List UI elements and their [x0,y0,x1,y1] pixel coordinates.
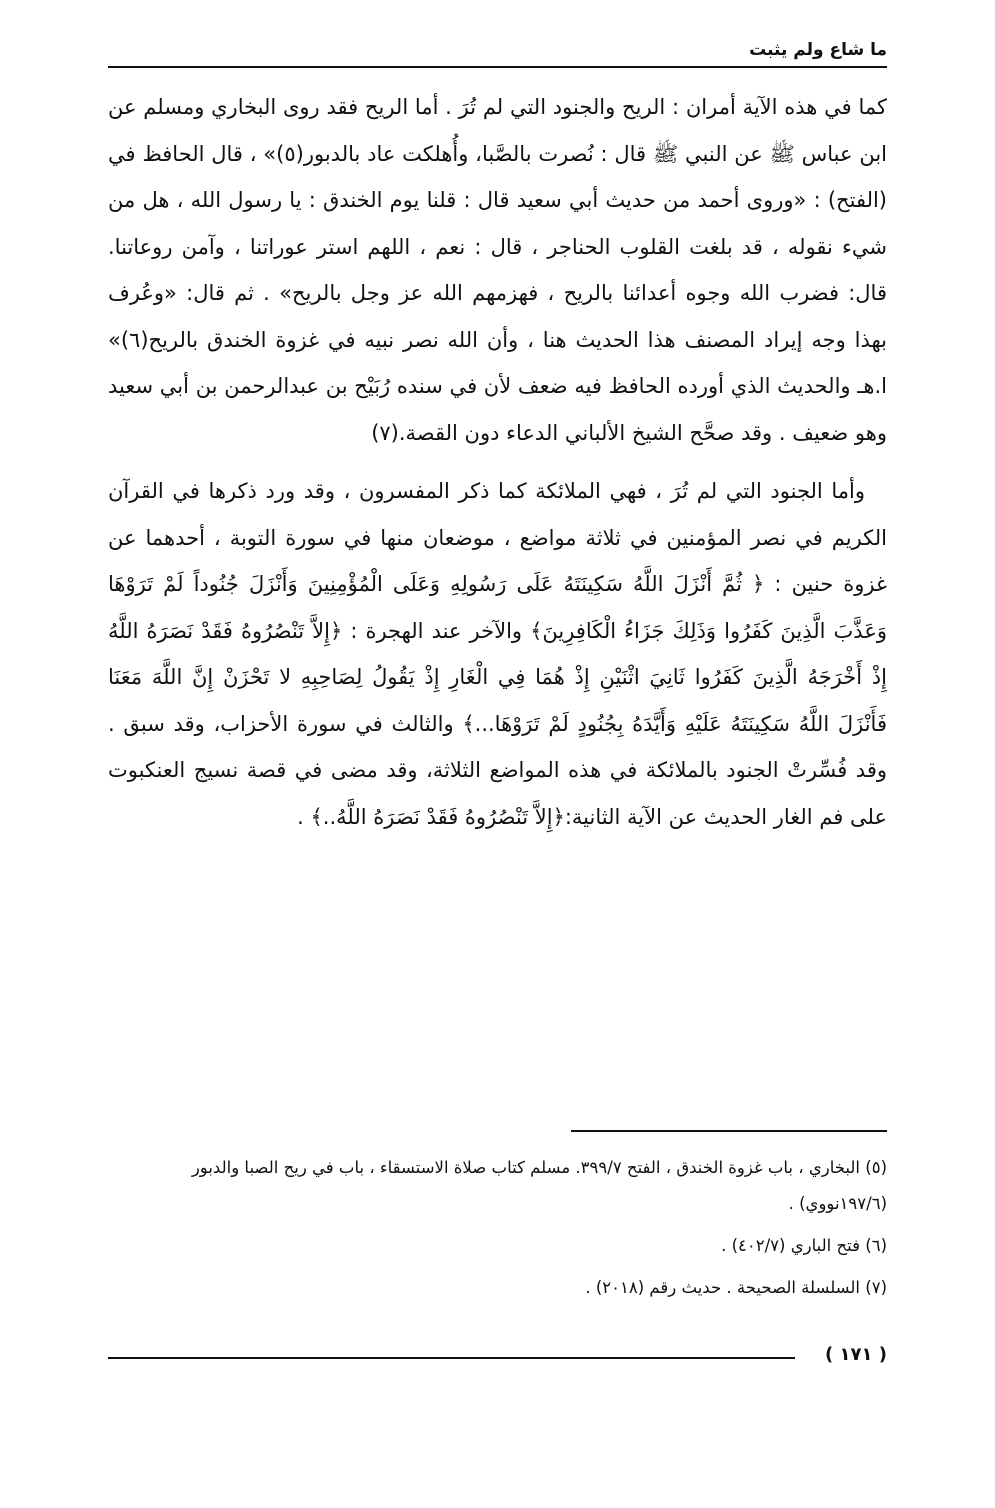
footnote-rule [571,1130,887,1132]
footnote: (٦) فتح الباري (٤٠٢/٧) . [721,1236,887,1255]
footnotes [108,1150,887,1306]
paragraph: كما في هذه الآية أمران : الريح والجنود التي لم تُرَ . أما الريح فقد روى البخاري ومسلم عن ابن عباس ﷺ عن النبي ﷺ قال : نُصرت بالصَّبا، وأُهلكت عاد بالدبور(٥)» ، قال الحافظ في (الفتح) : «وروى أحمد من حديث أبي سعيد قال : قلنا يوم الخندق : يا رسول الله ، هل من شيء نقوله ، قد بلغت القلوب الحناجر ، قال : نعم ، اللهم استر عوراتنا ، وآمن روعاتنا. قال: فضرب الله وجوه أعدائنا بالريح ، فهزمهم الله عز وجل بالريح» . ثم قال: «وعُرف بهذا وجه إيراد المصنف هذا الحديث هنا ، وأن الله نصر نبيه في غزوة الخندق بالريح(٦)» ا.هـ والحديث الذي أورده الحافظ فيه ضعف لأن في سنده رُبَيْح بن عبدالرحمن بن أبي سعيد وهو ضعيف . وقد صحَّح الشيخ الألباني الدعاء دون القصة.(٧) [108,95,888,445]
running-head: ما شاع ولم يثبت [749,40,887,60]
body-text [108,84,887,840]
footer-rule [108,1357,795,1359]
header-rule [108,66,887,68]
page-number: ( ١٧١ ) [825,1344,887,1365]
footnote: (٧) السلسلة الصحيحة . حديث رقم (٢٠١٨) . [585,1278,887,1297]
paragraph: وأما الجنود التي لم تُرَ ، فهي الملائكة كما ذكر المفسرون ، وقد ورد ذكرها في القرآن الكريم في نصر المؤمنين في ثلاثة مواضع ، موضعان منها في سورة التوبة ، أحدهما عن غزوة حنين : ﴿ ثُمَّ أَنْزَلَ اللَّهُ سَكِينَتَهُ عَلَى رَسُولِهِ وَعَلَى الْمُؤْمِنِينَ وَأَنْزَلَ جُنُوداً لَمْ تَرَوْهَا وَعَذَّبَ الَّذِينَ كَفَرُوا وَذَلِكَ جَزَاءُ الْكَافِرِينَ﴾ والآخر عند الهجرة : ﴿إِلاَّ تَنْصُرُوهُ فَقَدْ نَصَرَهُ اللَّهُ إِذْ أَخْرَجَهُ الَّذِينَ كَفَرُوا ثَانِيَ اثْنَيْنِ إِذْ هُمَا فِي الْغَارِ إِذْ يَقُولُ لِصَاحِبِهِ لا تَحْزَنْ إِنَّ اللَّهَ مَعَنَا فَأَنْزَلَ اللَّهُ سَكِينَتَهُ عَلَيْهِ وَأَيَّدَهُ بِجُنُودٍ لَمْ تَرَوْهَا...﴾ والثالث في سورة الأحزاب، وقد سبق . وقد فُسِّرتْ الجنود بالملائكة في هذه المواضع الثلاثة، وقد مضى في قصة نسيج العنكبوت على فم الغار الحديث عن الآية الثانية:﴿إِلاَّ تَنْصُرُوهُ فَقَدْ نَصَرَهُ اللَّهُ..﴾ . [108,479,887,829]
footnote: (٥) البخاري ، باب غزوة الخندق ، الفتح ٣٩٩/٧. مسلم كتاب صلاة الاستسقاء ، باب في ريح الصبا والدبور (١٩٧/٦نووي) . [191,1158,887,1213]
